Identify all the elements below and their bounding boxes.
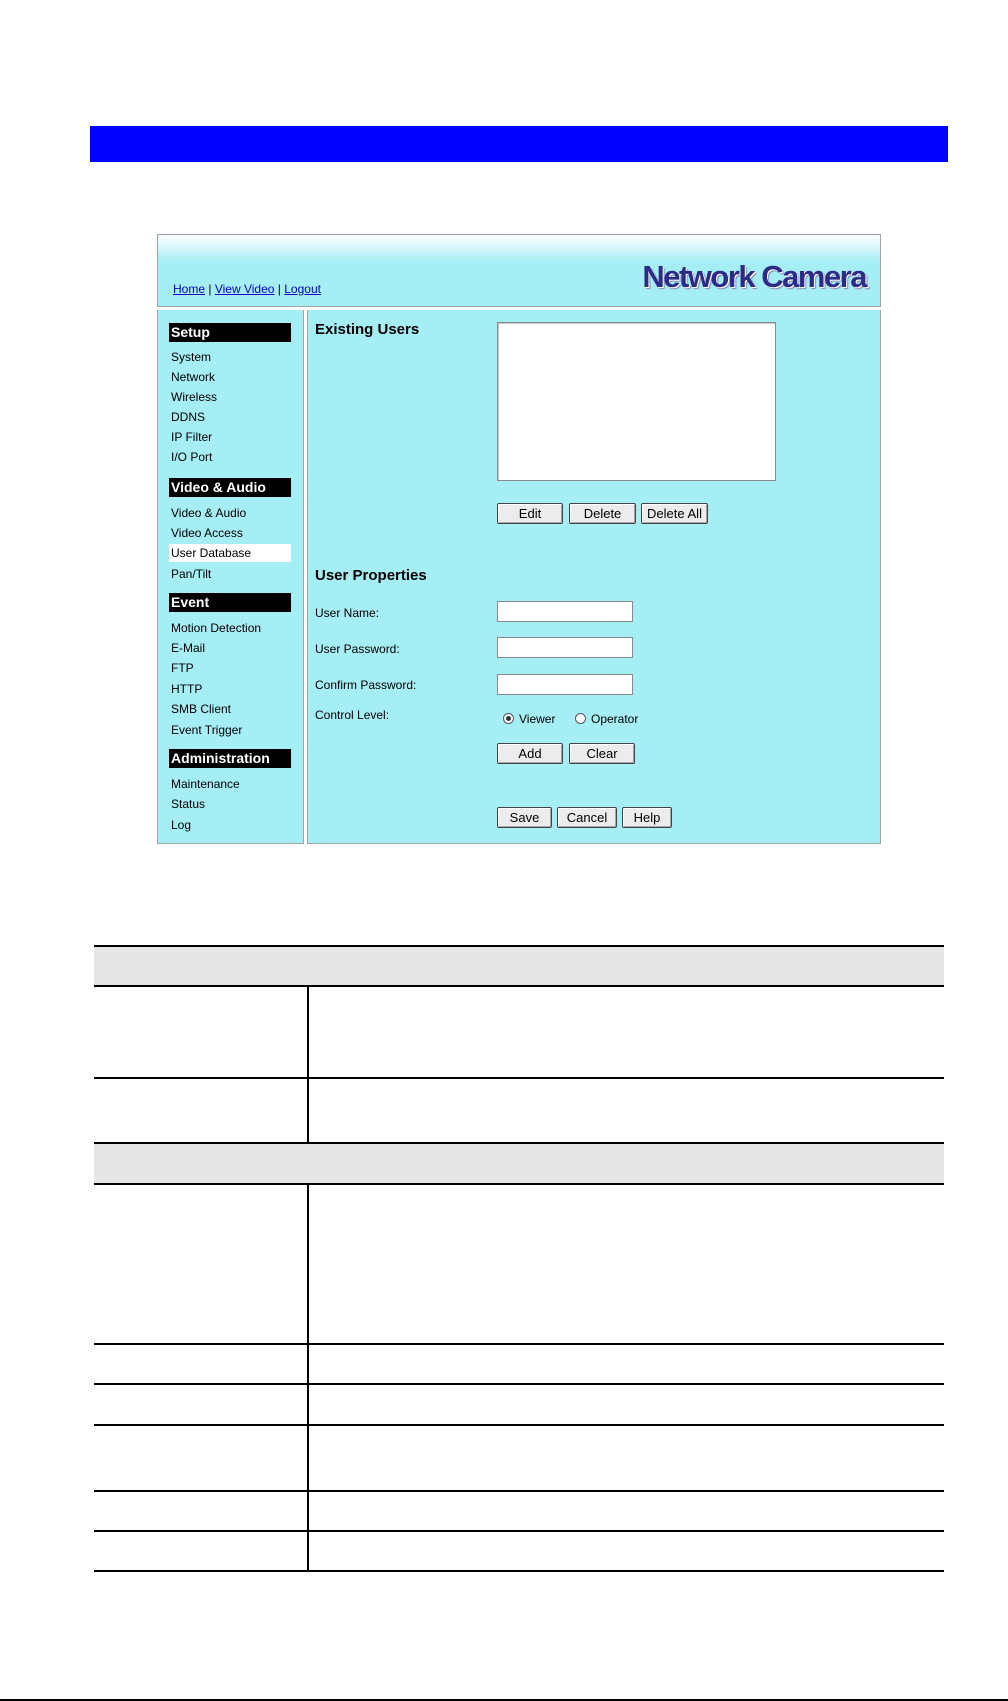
- table-column-divider: [307, 987, 309, 1144]
- confirm-password-input[interactable]: [497, 674, 633, 695]
- table-rule: [94, 1183, 944, 1185]
- table-rule: [94, 1424, 944, 1426]
- camera-ui-screenshot: [157, 234, 881, 845]
- sidebar-item-log[interactable]: Log: [171, 818, 192, 832]
- sidebar-section-setup: Setup: [169, 323, 291, 342]
- table-section-header: [94, 1144, 944, 1183]
- page-banner-bar: [90, 126, 948, 162]
- confirm-password-label: Confirm Password:: [315, 678, 417, 692]
- home-link[interactable]: Home: [173, 282, 206, 296]
- link-separator: |: [277, 282, 281, 296]
- existing-users-list[interactable]: [497, 322, 776, 481]
- sidebar-item-event-trigger[interactable]: Event Trigger: [171, 723, 243, 737]
- sidebar-item-system[interactable]: System: [171, 350, 212, 364]
- main-panel: [307, 310, 881, 844]
- add-button[interactable]: Add: [497, 743, 563, 764]
- table-rule: [94, 945, 944, 947]
- camera-header: [157, 234, 881, 307]
- delete-button[interactable]: Delete: [569, 503, 636, 524]
- user-properties-label: User Properties: [315, 567, 427, 584]
- edit-button[interactable]: Edit: [497, 503, 563, 524]
- logout-link[interactable]: Logout: [284, 282, 321, 296]
- table-rule: [94, 1383, 944, 1385]
- viewer-radio[interactable]: [503, 713, 514, 724]
- view-video-link[interactable]: View Video: [214, 282, 275, 296]
- table-rule: [94, 1570, 944, 1572]
- link-separator: |: [208, 282, 212, 296]
- sidebar-item-smb-client[interactable]: SMB Client: [171, 702, 232, 716]
- control-level-label: Control Level:: [315, 708, 390, 722]
- sidebar-item-video-access[interactable]: Video Access: [171, 526, 243, 540]
- sidebar-item-user-database[interactable]: User Database: [169, 544, 291, 562]
- sidebar-item-pan-tilt[interactable]: Pan/Tilt: [171, 567, 212, 581]
- operator-radio[interactable]: [575, 713, 586, 724]
- user-password-input[interactable]: [497, 637, 633, 658]
- sidebar-item-maintenance[interactable]: Maintenance: [171, 777, 240, 791]
- cancel-button[interactable]: Cancel: [557, 807, 617, 828]
- sidebar-item-email[interactable]: E-Mail: [171, 641, 206, 655]
- viewer-radio-label: Viewer: [519, 712, 556, 726]
- sidebar-item-video-audio[interactable]: Video & Audio: [171, 506, 247, 520]
- sidebar: [157, 310, 304, 844]
- sidebar-item-ftp[interactable]: FTP: [171, 661, 194, 675]
- sidebar-item-io-port[interactable]: I/O Port: [171, 450, 213, 464]
- sidebar-section-event: Event: [169, 593, 291, 612]
- table-rule: [94, 985, 944, 987]
- table-rule: [94, 1142, 944, 1144]
- table-rule: [94, 1343, 944, 1345]
- sidebar-item-network[interactable]: Network: [171, 370, 216, 384]
- sidebar-item-motion-detection[interactable]: Motion Detection: [171, 621, 262, 635]
- radio-selected-dot: [506, 716, 511, 721]
- sidebar-item-wireless[interactable]: Wireless: [171, 390, 218, 404]
- help-button[interactable]: Help: [622, 807, 672, 828]
- table-section-header: [94, 947, 944, 985]
- sidebar-item-http[interactable]: HTTP: [171, 682, 203, 696]
- clear-button[interactable]: Clear: [569, 743, 635, 764]
- user-name-label: User Name:: [315, 606, 380, 620]
- operator-radio-label: Operator: [591, 712, 639, 726]
- table-rule: [94, 1530, 944, 1532]
- table-rule: [94, 1077, 944, 1079]
- delete-all-button[interactable]: Delete All: [641, 503, 708, 524]
- user-name-input[interactable]: [497, 601, 633, 622]
- table-column-divider: [307, 1185, 309, 1572]
- sidebar-item-status[interactable]: Status: [171, 797, 206, 811]
- network-camera-logo: Network Camera: [642, 259, 866, 294]
- sidebar-item-ddns[interactable]: DDNS: [171, 410, 206, 424]
- sidebar-section-video-audio: Video & Audio: [169, 478, 291, 497]
- header-links: [173, 282, 321, 296]
- table-rule: [94, 1490, 944, 1492]
- user-password-label: User Password:: [315, 642, 400, 656]
- existing-users-label: Existing Users: [315, 321, 420, 338]
- sidebar-section-administration: Administration: [169, 749, 291, 768]
- sidebar-item-ip-filter[interactable]: IP Filter: [171, 430, 213, 444]
- save-button[interactable]: Save: [497, 807, 552, 828]
